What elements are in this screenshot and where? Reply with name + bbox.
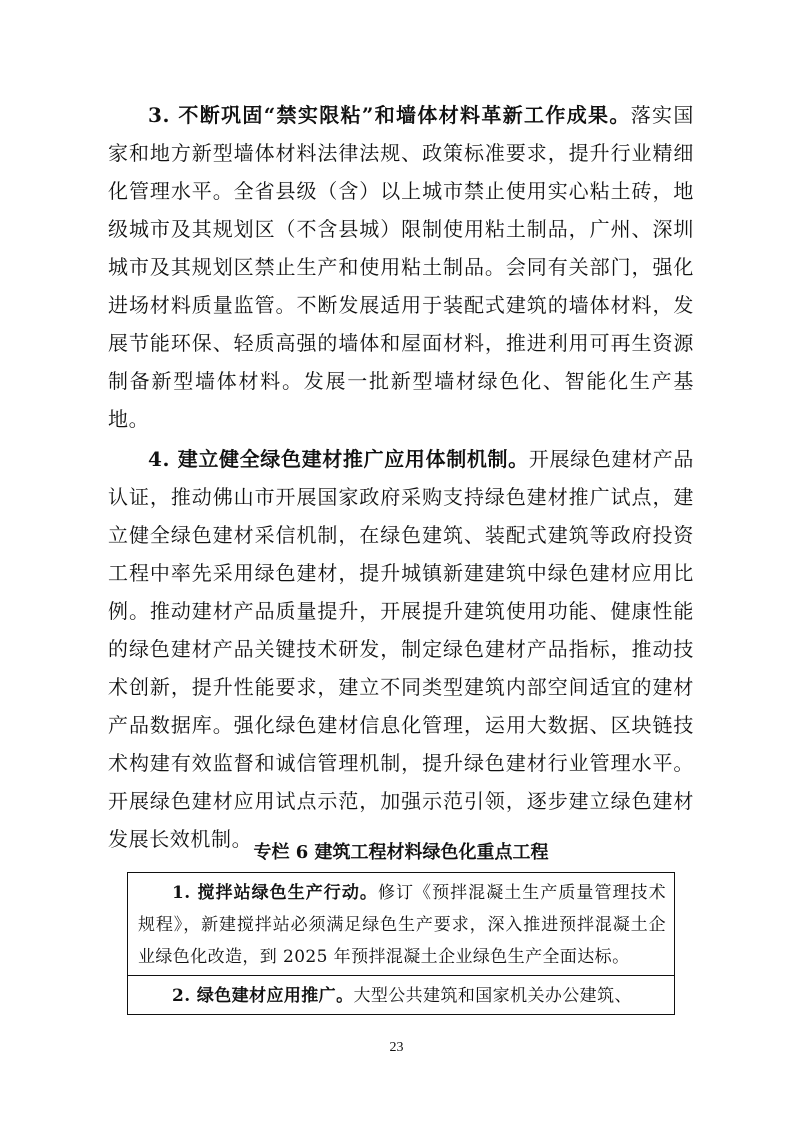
section-3-heading: 3. 不断巩固“禁实限粘”和墙体材料革新工作成果。 (148, 103, 631, 127)
paragraph-section-4 (108, 440, 694, 858)
document-body (108, 96, 694, 858)
box-item-2-text: 大型公共建筑和国家机关办公建筑、 (353, 986, 632, 1006)
section-4-heading: 4. 建立健全绿色建材推广应用体制机制。 (148, 447, 529, 471)
paragraph-section-3 (108, 96, 694, 438)
box-item-1 (128, 873, 674, 975)
box-title: 专栏 6 建筑工程材料绿色化重点工程 (253, 842, 549, 863)
box-heading-wrap (108, 832, 694, 876)
section-3-text: 落实国家和地方新型墙体材料法律法规、政策标准要求，提升行业精细化管理水平。全省县级（含）以上城市禁止使用实心粘土砖，地级城市及其规划区（不含县城）限制使用粘土制品，广州、深圳城市及其规划区禁止生产和使用粘土制品。会同有关部门，强化进场材料质量监管。不断发展适用于装配式建筑的墙体材料，发展节能环保、轻质高强的墙体和屋面材料，推进利用可再生资源制备新型墙体材料。发展一批新型墙材绿色化、智能化生产基地。 (108, 103, 694, 431)
page-number: 23 (389, 1040, 404, 1055)
key-project-box (127, 872, 675, 1015)
section-4-text: 开展绿色建材产品认证，推动佛山市开展国家政府采购支持绿色建材推广试点，建立健全绿色建材采信机制，在绿色建筑、装配式建筑等政府投资工程中率先采用绿色建材，提升城镇新建建筑中绿色建材应用比例。推动建材产品质量提升，开展提升建筑使用功能、健康性能的绿色建材产品关键技术研发，制定绿色建材产品指标，推动技术创新，提升性能要求，建立不同类型建筑内部空间适宜的建材产品数据库。强化绿色建材信息化管理，运用大数据、区块链技术构建有效监督和诚信管理机制，提升绿色建材行业管理水平。开展绿色建材应用试点示范，加强示范引领，逐步建立绿色建材发展长效机制。 (108, 447, 694, 851)
box-item-2 (128, 975, 674, 1014)
box-item-1-text: 修订《预拌混凝土生产质量管理技术规程》，新建搅拌站必须满足绿色生产要求，深入推进预拌混凝土企业绿色化改造，到 2025 年预拌混凝土企业绿色生产全面达标。 (138, 883, 666, 967)
box-item-1-heading: 1. 搅拌站绿色生产行动。 (172, 883, 378, 903)
box-item-2-heading: 2. 绿色建材应用推广。 (172, 986, 354, 1006)
